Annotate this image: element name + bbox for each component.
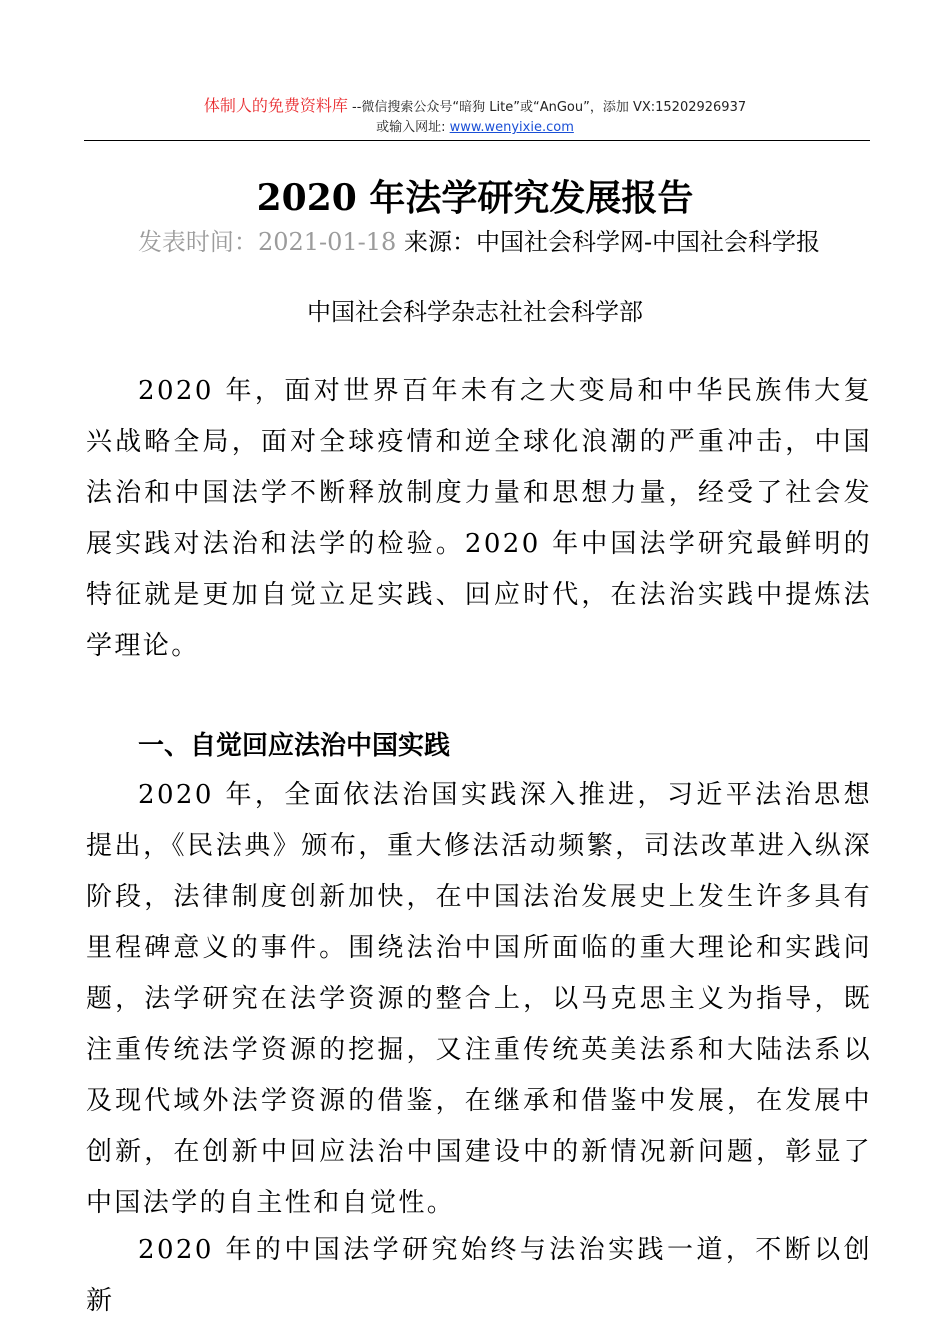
brand-name: 体制人的免费资料库 bbox=[203, 96, 348, 115]
section-heading: 一、自觉回应法治中国实践 bbox=[138, 731, 451, 761]
website-link[interactable]: www.wenyixie.com bbox=[449, 120, 574, 135]
author-department: 中国社会科学杂志社社会科学部 bbox=[307, 298, 643, 326]
promo-text: --微信搜索公众号“暗狗 Lite”或“AnGou”，添加 VX:15202926937 bbox=[347, 100, 747, 115]
page-header bbox=[0, 96, 950, 138]
header-line-1 bbox=[0, 96, 950, 118]
paragraph: 2020 年，面对世界百年未有之大变局和中华民族伟大复兴战略全局，面对全球疫情和逆全球化浪潮的严重冲击，中国法治和中国法学不断释放制度力量和思想力量，经受了社会发展实践对法治和法学的检验。2020 年中国法学研究最鲜明的特征就是更加自觉立足实践、回应时代，在法治实践中提炼法学理论。 bbox=[86, 376, 872, 661]
publish-date: 2021-01-18 bbox=[257, 228, 397, 256]
paragraph: 2020 年的中国法学研究始终与法治实践一道，不断以创新 bbox=[86, 1235, 872, 1316]
source-text: 来源：中国社会科学网-中国社会科学报 bbox=[396, 228, 821, 256]
paragraph: 2020 年，全面依法治国实践深入推进，习近平法治思想提出，《民法典》颁布，重大修法活动频繁，司法改革进入纵深阶段，法律制度创新加快，在中国法治发展史上发生许多具有里程碑意义的事件。围绕法治中国所面临的重大理论和实践问题，法学研究在法学资源的整合上，以马克思主义为指导，既注重传统法学资源的挖掘，又注重传统英美法系和大陆法系以及现代域外法学资源的借鉴，在继承和借鉴中发展，在发展中创新，在创新中回应法治中国建设中的新情况新问题，彰显了中国法学的自主性和自觉性。 bbox=[86, 780, 872, 1218]
header-line-2 bbox=[0, 118, 950, 138]
header-divider bbox=[84, 140, 870, 141]
publish-time-label: 发表时间： bbox=[137, 228, 258, 256]
document-title: 2020 年法学研究发展报告 bbox=[256, 177, 694, 219]
url-prefix: 或输入网址: bbox=[376, 120, 450, 135]
publication-meta bbox=[94, 224, 864, 260]
